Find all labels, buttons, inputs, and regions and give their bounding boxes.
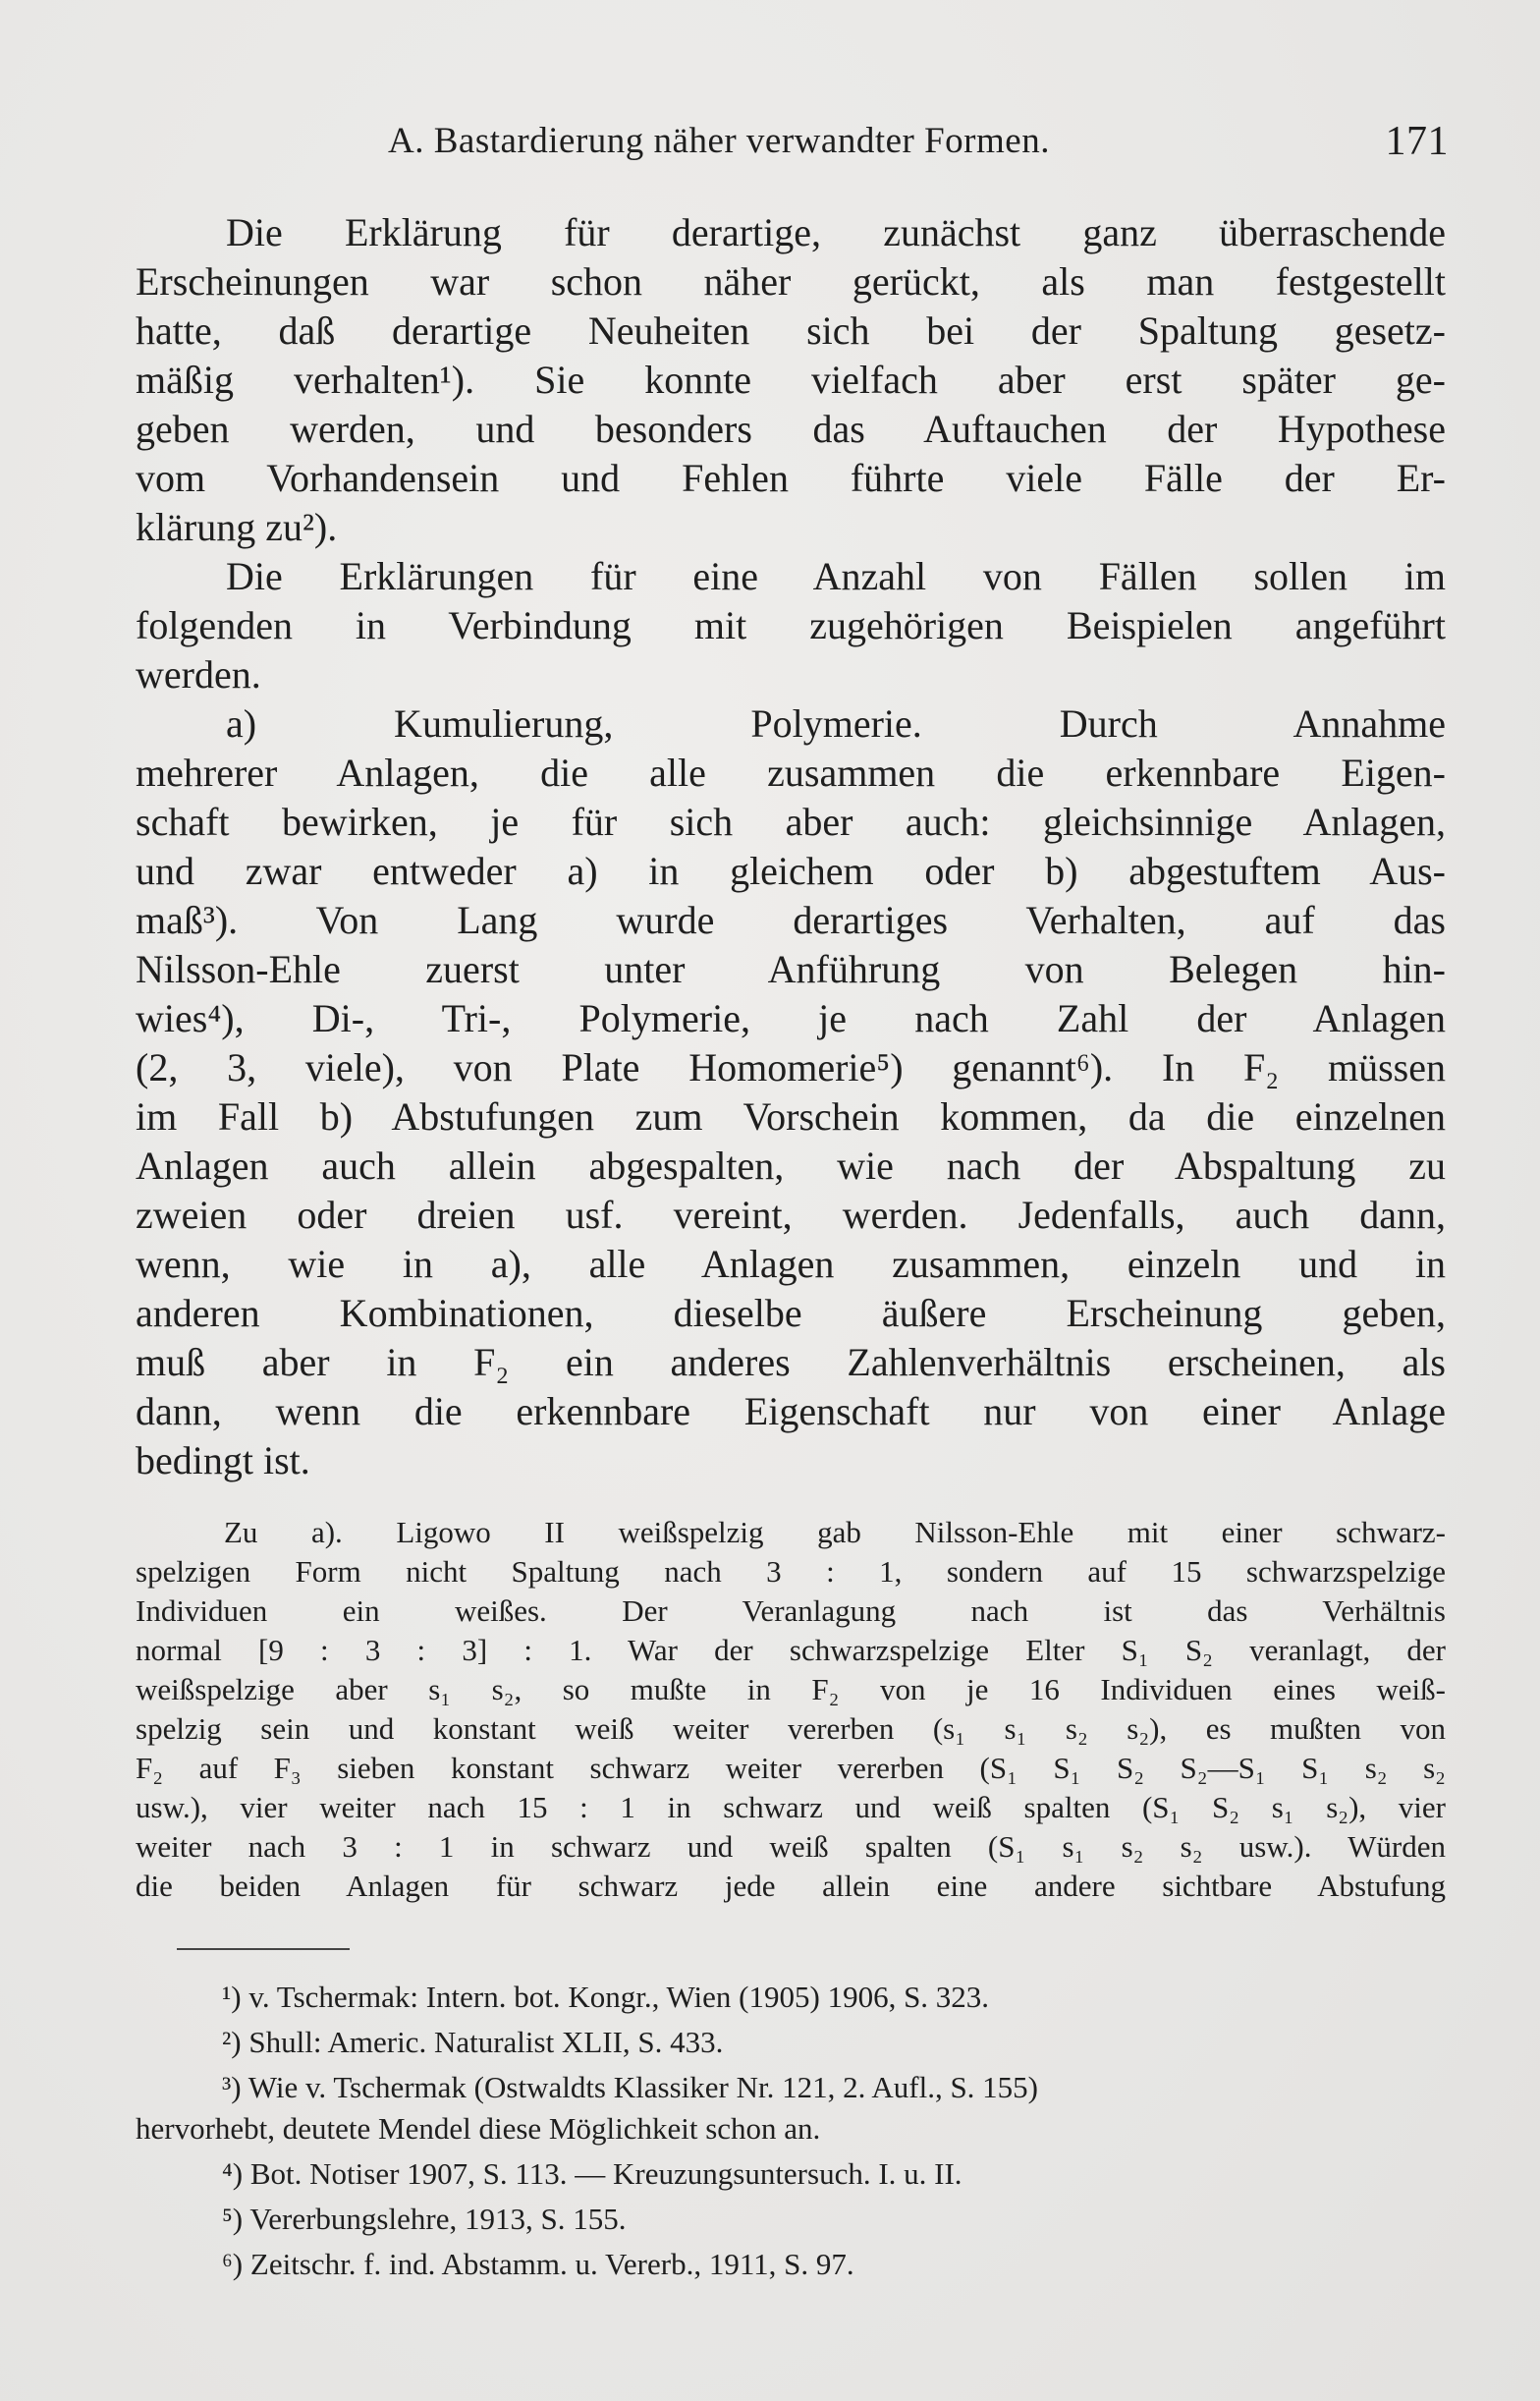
text-line: maß³). Von Lang wurde derartiges Verhalten, auf das <box>136 898 1446 942</box>
note-line: normal [9 : 3 : 3] : 1. War der schwarzspelzige Elter S₁ S₂ veranlagt, der <box>136 1633 1446 1667</box>
text-line: und zwar entweder a) in gleichem oder b) abgestuftem Aus- <box>136 849 1446 893</box>
note-line: spelzig sein und konstant weiß weiter vererben (s₁ s₁ s₂ s₂), es mußten von <box>136 1711 1446 1746</box>
section-heading-line: a) Kumulierung, Polymerie. Durch Annahme <box>226 701 1446 746</box>
note-line: weißspelzige aber s₁ s₂, so mußte in F₂ von je 16 Individuen eines weiß- <box>136 1672 1446 1706</box>
note-line: F₂ auf F₃ sieben konstant schwarz weiter vererben (S₁ S₁ S₂ S₂—S₁ S₁ s₂ s₂ <box>136 1751 1446 1785</box>
footnote-2: ²) Shull: Americ. Naturalist XLII, S. 433. <box>222 2025 724 2059</box>
text-line: Die Erklärung für derartige, zunächst ganz überraschende <box>226 210 1446 254</box>
text-line: zweien oder dreien usf. vereint, werden. Jedenfalls, auch dann, <box>136 1193 1446 1237</box>
text-line: geben werden, und besonders das Auftauchen der Hypothese <box>136 407 1446 451</box>
text-line: (2, 3, viele), von Plate Homomerie⁵) genannt⁶). In F₂ müssen <box>136 1045 1446 1089</box>
text-line: dann, wenn die erkennbare Eigenschaft nur von einer Anlage <box>136 1389 1446 1433</box>
note-line: weiter nach 3 : 1 in schwarz und weiß spalten (S₁ s₁ s₂ s₂ usw.). Würden <box>136 1829 1446 1864</box>
text-line: hatte, daß derartige Neuheiten sich bei der Spaltung gesetz- <box>136 308 1446 353</box>
footnote-6: ⁶) Zeitschr. f. ind. Abstamm. u. Vererb., 1911, S. 97. <box>222 2247 854 2281</box>
text-line: Die Erklärungen für eine Anzahl von Fällen sollen im <box>226 554 1446 598</box>
note-line: Zu a). Ligowo II weißspelzig gab Nilsson-Ehle mit einer schwarz- <box>224 1515 1446 1549</box>
text-line: Erscheinungen war schon näher gerückt, als man festgestellt <box>136 259 1446 304</box>
footnote-3-continued: hervorhebt, deutete Mendel diese Möglichkeit schon an. <box>136 2111 821 2146</box>
text-line: mehrerer Anlagen, die alle zusammen die erkennbare Eigen- <box>136 751 1446 795</box>
text-line: Anlagen auch allein abgespalten, wie nach der Abspaltung zu <box>136 1144 1446 1188</box>
text-line: wies⁴), Di-, Tri-, Polymerie, je nach Zahl der Anlagen <box>136 996 1446 1040</box>
text-line: werden. <box>136 652 261 697</box>
note-line: Individuen ein weißes. Der Veranlagung nach ist das Verhältnis <box>136 1593 1446 1628</box>
footnote-4: ⁴) Bot. Notiser 1907, S. 113. — Kreuzungsuntersuch. I. u. II. <box>222 2156 962 2191</box>
note-line: usw.), vier weiter nach 15 : 1 in schwarz und weiß spalten (S₁ S₂ s₁ s₂), vier <box>136 1790 1446 1824</box>
footnote-1: ¹) v. Tschermak: Intern. bot. Kongr., Wien (1905) 1906, S. 323. <box>222 1980 990 2014</box>
text-line: schaft bewirken, je für sich aber auch: gleichsinnige Anlagen, <box>136 800 1446 844</box>
text-line: wenn, wie in a), alle Anlagen zusammen, einzeln und in <box>136 1242 1446 1286</box>
text-line: bedingt ist. <box>136 1438 310 1482</box>
note-line: die beiden Anlagen für schwarz jede allein eine andere sichtbare Abstufung <box>136 1869 1446 1903</box>
footnote-3: ³) Wie v. Tschermak (Ostwaldts Klassiker Nr. 121, 2. Aufl., S. 155) <box>222 2070 1039 2104</box>
text-line: Nilsson-Ehle zuerst unter Anführung von Belegen hin- <box>136 947 1446 991</box>
page-header <box>388 110 1449 169</box>
running-title: A. Bastardierung näher verwandter Formen. <box>388 121 1050 161</box>
text-line: muß aber in F₂ ein anderes Zahlenverhältnis erscheinen, als <box>136 1340 1446 1384</box>
text-line: anderen Kombinationen, dieselbe äußere Erscheinung geben, <box>136 1291 1446 1335</box>
text-line: folgenden in Verbindung mit zugehörigen Beispielen angeführt <box>136 603 1446 647</box>
text-line: vom Vorhandensein und Fehlen führte viele Fälle der Er- <box>136 456 1446 500</box>
page-number: 171 <box>1385 119 1449 164</box>
text-line: im Fall b) Abstufungen zum Vorschein kommen, da die einzelnen <box>136 1094 1446 1139</box>
footnote-separator <box>177 1948 350 1950</box>
note-line: spelzigen Form nicht Spaltung nach 3 : 1, sondern auf 15 schwarzspelzige <box>136 1554 1446 1589</box>
footnote-5: ⁵) Vererbungslehre, 1913, S. 155. <box>222 2202 627 2236</box>
text-line: mäßig verhalten¹). Sie konnte vielfach aber erst später ge- <box>136 358 1446 402</box>
text-line: klärung zu²). <box>136 505 338 549</box>
